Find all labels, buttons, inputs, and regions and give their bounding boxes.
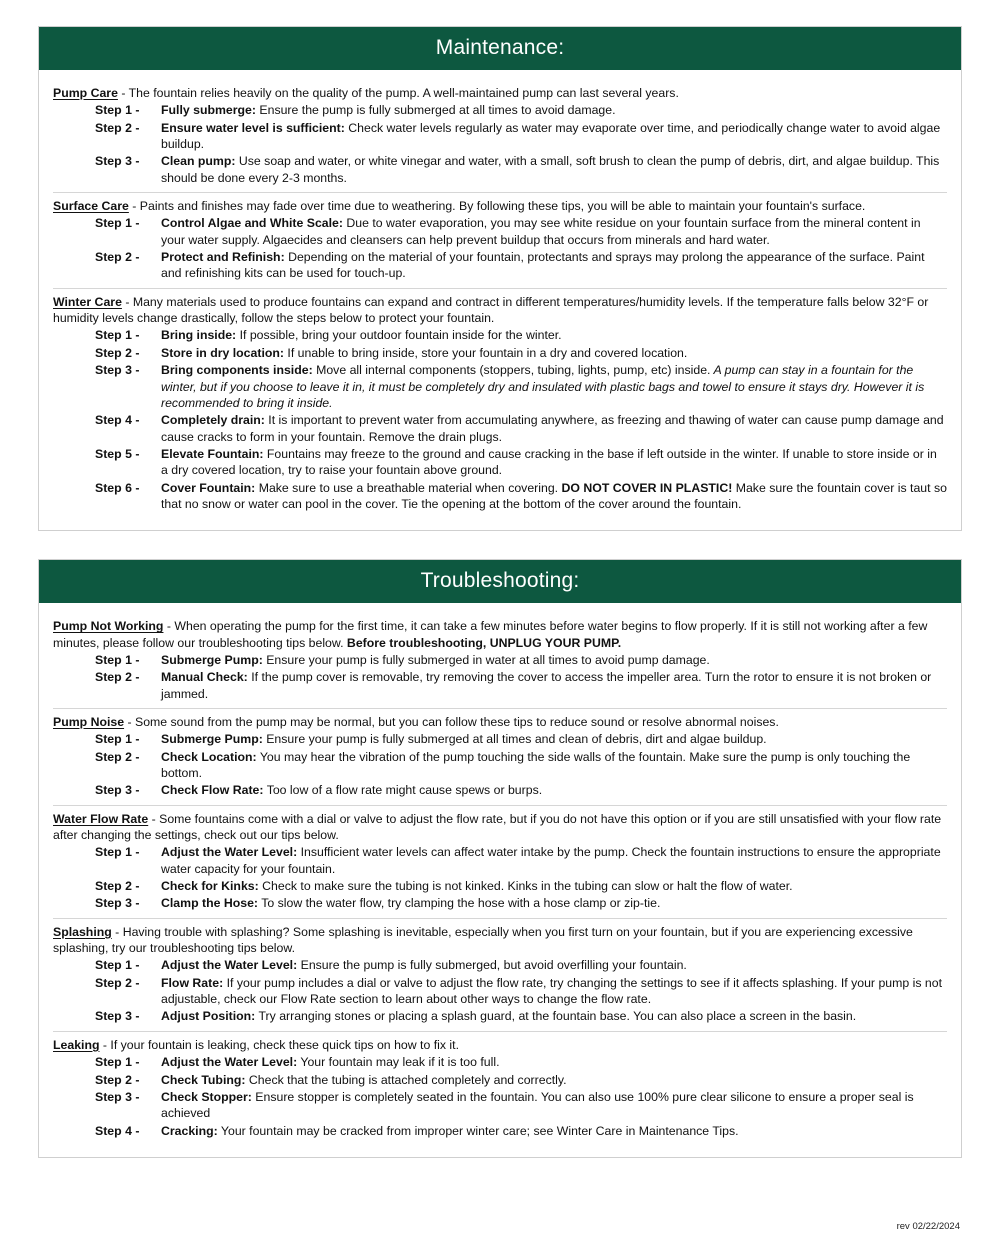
step-text: Ensure water level is sufficient: Check water levels regularly as water may evaporate over time, and periodically change water to avoid algae buildup. (161, 120, 941, 152)
maintenance-panel (38, 26, 962, 531)
step-item (53, 215, 947, 248)
step-label: Step 1 - (95, 216, 140, 231)
step-label: Step 6 - (95, 480, 140, 495)
step-item (53, 1089, 947, 1122)
step-label: Step 2 - (95, 1072, 140, 1087)
step-list (53, 731, 947, 798)
step-text: Check Flow Rate: Too low of a flow rate might cause spews or burps. (161, 783, 543, 798)
step-label: Step 1 - (95, 328, 140, 343)
troubleshooting-panel (38, 559, 962, 1158)
step-list (53, 102, 947, 186)
step-text: Adjust the Water Level: Insufficient water levels can affect water intake by the pump. Check the fountain instructions to ensure the appropriate water capacity for your fountain. (161, 845, 941, 876)
step-text: Check Tubing: Check that the tubing is attached completely and correctly. (161, 1072, 567, 1087)
step-text: Manual Check: If the pump cover is removable, try removing the cover to access the impeller area. Turn the rotor to ensure it is not broken or jammed. (161, 670, 932, 701)
step-label: Step 5 - (95, 446, 140, 461)
step-text: Check Location: You may hear the vibration of the pump touching the side walls of the fountain. Make sure the pump is only touching the bottom. (161, 749, 911, 780)
step-item (53, 1072, 947, 1088)
step-item (53, 1123, 947, 1139)
section-term: Leaking (53, 1037, 100, 1052)
step-label: Step 1 - (95, 1055, 140, 1070)
step-item (53, 249, 947, 282)
step-item (53, 895, 947, 911)
step-text: Submerge Pump: Ensure your pump is fully submerged at all times and clean of debris, dirt and algae buildup. (161, 732, 767, 747)
step-label: Step 2 - (95, 345, 140, 360)
section-lead: Winter Care - Many materials used to produce fountains can expand and contract in different temperatures/humidity levels. If the temperature falls below 32°F or humidity levels change drastically, follow the steps below to protect your fountain. (53, 294, 929, 326)
section-lead: Splashing - Having trouble with splashing? Some splashing is inevitable, especially when you first turn on your fountain, but if you are experiencing excessive splashing, try our troubleshooting tips below. (53, 924, 913, 956)
step-label: Step 2 - (95, 250, 140, 265)
step-text: Fully submerge: Ensure the pump is fully submerged at all times to avoid damage. (161, 103, 616, 118)
step-label: Step 3 - (95, 1089, 140, 1104)
step-list (53, 957, 947, 1024)
step-item (53, 957, 947, 973)
step-text: Bring components inside: Move all internal components (stoppers, tubing, lights, pump, etc) inside. A pump can stay in a fountain for the winter, but if you choose to leave it in, it must be completely dry and insulated with plastic bags and towel to ensure it stays dry. However it is recommended to bring it inside. (161, 363, 925, 410)
step-item (53, 878, 947, 894)
step-text: Completely drain: It is important to prevent water from accumulating anywhere, as freezing and thawing of water can cause pump damage and cause cracks to form in your fountain. Remove the drain plugs. (161, 413, 944, 444)
step-text: Control Algae and White Scale: Due to water evaporation, you may see white residue on your fountain surface from the mineral content in your water supply. Algaecides and cleansers can help prevent buildup that occurs from minerals and hard water. (161, 216, 921, 247)
content-section (53, 805, 947, 918)
step-label: Step 3 - (95, 783, 140, 798)
step-item (53, 153, 947, 186)
section-lead: Leaking - If your fountain is leaking, check these quick tips on how to fix it. (53, 1037, 459, 1052)
section-term: Surface Care (53, 199, 129, 214)
step-item (53, 345, 947, 361)
troubleshooting-body (39, 603, 961, 1157)
step-item (53, 652, 947, 668)
step-text: Cover Fountain: Make sure to use a breathable material when covering. DO NOT COVER IN PLASTIC! Make sure the fountain cover is taut so that no snow or water can pool in the cover. Tie the opening at the bottom of the cover around the fountain. (161, 480, 947, 511)
section-lead: Water Flow Rate - Some fountains come with a dial or valve to adjust the flow rate, but if you do not have this option or if you are still unsatisfied with your flow rate after changing the settings, check out our tips below. (53, 811, 942, 843)
step-item (53, 327, 947, 343)
step-text: Elevate Fountain: Fountains may freeze to the ground and cause cracking in the base if left outside in the winter. If unable to store inside or in a dry covered location, try to raise your fountain above ground. (161, 446, 937, 478)
step-text: Protect and Refinish: Depending on the material of your fountain, protectants and sprays may prolong the appearance of the surface. Paint and refinishing kits can be used for touch-up. (161, 250, 925, 281)
maintenance-title: Maintenance: (39, 27, 961, 70)
step-item (53, 362, 947, 411)
content-section (53, 288, 947, 518)
step-label: Step 1 - (95, 652, 140, 667)
section-lead: Pump Not Working - When operating the pump for the first time, it can take a few minutes before water begins to flow properly. If it is still not working after a few minutes, please follow our troubleshooting tips below. Before troubleshooting, UNPLUG YOUR PUMP. (53, 619, 928, 650)
step-label: Step 2 - (95, 975, 140, 990)
content-section (53, 192, 947, 288)
maintenance-body (39, 70, 961, 530)
section-lead: Surface Care - Paints and finishes may fade over time due to weathering. By following these tips, you will be able to maintain your fountain's surface. (53, 199, 866, 214)
step-list (53, 215, 947, 281)
step-list (53, 327, 947, 512)
section-term: Water Flow Rate (53, 811, 149, 826)
section-term: Winter Care (53, 294, 122, 309)
step-text: Store in dry location: If unable to bring inside, store your fountain in a dry and covered location. (161, 345, 688, 360)
step-item (53, 844, 947, 877)
step-item (53, 480, 947, 513)
step-text: Bring inside: If possible, bring your outdoor fountain inside for the winter. (161, 328, 562, 343)
step-list (53, 1054, 947, 1139)
step-label: Step 4 - (95, 1123, 140, 1138)
step-text: Adjust Position: Try arranging stones or placing a splash guard, at the fountain base. You can also place a screen in the basin. (161, 1009, 857, 1024)
section-term: Splashing (53, 924, 112, 939)
step-item (53, 975, 947, 1008)
section-lead: Pump Noise - Some sound from the pump may be normal, but you can follow these tips to reduce sound or resolve abnormal noises. (53, 714, 779, 729)
step-item (53, 749, 947, 782)
step-label: Step 1 - (95, 845, 140, 860)
step-label: Step 2 - (95, 670, 140, 685)
step-text: Flow Rate: If your pump includes a dial or valve to adjust the flow rate, try changing the settings to see if it affects splashing. If your pump is not adjustable, check our Flow Rate section to learn about other ways to change the flow rate. (161, 975, 943, 1007)
step-item (53, 412, 947, 445)
step-label: Step 3 - (95, 154, 140, 169)
step-item (53, 446, 947, 479)
content-section (53, 708, 947, 805)
step-label: Step 2 - (95, 749, 140, 764)
step-label: Step 1 - (95, 732, 140, 747)
step-label: Step 2 - (95, 879, 140, 894)
step-text: Adjust the Water Level: Ensure the pump is fully submerged, but avoid overfilling your fountain. (161, 958, 687, 973)
step-item (53, 102, 947, 118)
step-item (53, 120, 947, 153)
section-term: Pump Not Working (53, 619, 164, 634)
step-list (53, 652, 947, 702)
step-text: Clamp the Hose: To slow the water flow, try clamping the hose with a hose clamp or zip-tie. (161, 896, 661, 911)
step-label: Step 1 - (95, 103, 140, 118)
troubleshooting-title: Troubleshooting: (39, 560, 961, 603)
revision-stamp: rev 02/22/2024 (896, 1221, 960, 1232)
step-label: Step 1 - (95, 958, 140, 973)
step-label: Step 2 - (95, 120, 140, 135)
step-item (53, 1008, 947, 1024)
step-text: Adjust the Water Level: Your fountain may leak if it is too full. (161, 1055, 500, 1070)
step-label: Step 3 - (95, 1009, 140, 1024)
section-lead: Pump Care - The fountain relies heavily on the quality of the pump. A well-maintained pump can last several years. (53, 86, 679, 100)
step-text: Cracking: Your fountain may be cracked from improper winter care; see Winter Care in Maintenance Tips. (161, 1123, 739, 1138)
step-item (53, 1054, 947, 1070)
step-text: Clean pump: Use soap and water, or white vinegar and water, with a small, soft brush to clean the pump of debris, dirt, and algae buildup. This should be done every 2-3 months. (161, 154, 940, 185)
step-label: Step 3 - (95, 896, 140, 911)
step-item (53, 731, 947, 747)
step-label: Step 3 - (95, 363, 140, 378)
section-term: Pump Noise (53, 714, 125, 729)
content-section (53, 1031, 947, 1145)
step-list (53, 844, 947, 911)
step-item (53, 782, 947, 798)
section-term: Pump Care (53, 86, 118, 100)
step-text: Check Stopper: Ensure stopper is completely seated in the fountain. You can also use 100% pure clear silicone to ensure a proper seal is achieved (161, 1089, 914, 1121)
step-text: Check for Kinks: Check to make sure the tubing is not kinked. Kinks in the tubing can slow or halt the flow of water. (161, 879, 793, 894)
step-text: Submerge Pump: Ensure your pump is fully submerged in water at all times to avoid pump damage. (161, 652, 710, 667)
step-label: Step 4 - (95, 413, 140, 428)
content-section (53, 80, 947, 192)
content-section (53, 613, 947, 708)
content-section (53, 918, 947, 1031)
step-item (53, 669, 947, 702)
